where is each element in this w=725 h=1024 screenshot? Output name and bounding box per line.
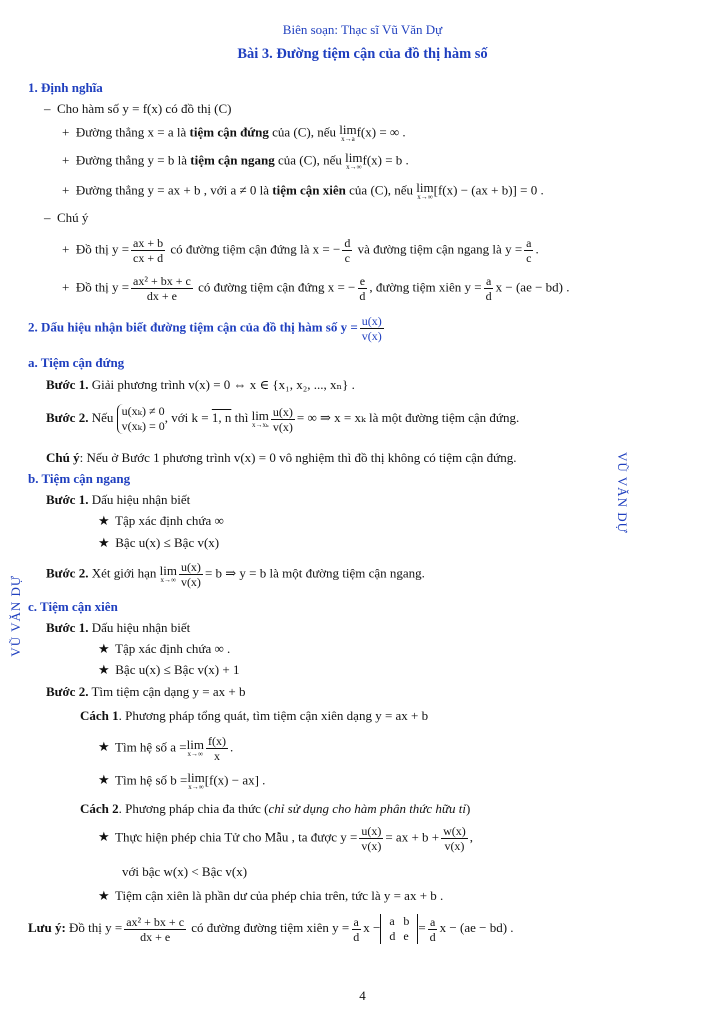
s1-def-horizontal: + Đường thẳng y = b là tiệm cận ngang của (C), nếu lim x→∞ f(x) = b .: [62, 150, 409, 171]
b-step-1: Bước 1. Dấu hiệu nhận biết: [46, 492, 191, 507]
a-note: Chú ý: Nếu ở Bước 1 phương trình v(x) = 0 vô nghiệm thì đồ thị không có tiệm cận đứng.: [46, 450, 517, 465]
method-2: Cách 2. Phương pháp chia đa thức (chỉ sử dụng cho hàm phân thức hữu tỉ): [80, 801, 471, 816]
page-title: Bài 3. Đường tiệm cận của đồ thị hàm số: [237, 46, 488, 62]
star-bullet-icon: ★: [98, 739, 110, 755]
s1-note: – Chú ý: [44, 210, 89, 225]
c-item-1: ★ Tập xác định chứa ∞ .: [98, 641, 231, 656]
c-step-1: Bước 1. Dấu hiệu nhận biết: [46, 620, 191, 635]
method-2-item-1: ★ Thực hiện phép chia Tử cho Mẫu , ta được y = $\frac{u(x)}{v(x)}$ = ax + b + $\frac{w(x)}{v(x)}$ ,: [98, 824, 474, 853]
method-1-item-1: ★ Tìm hệ số a = lim x→∞ $\frac{f(x)}{x}$ .: [98, 734, 234, 763]
sub-c-heading: c. Tiệm cận xiên: [28, 599, 118, 614]
method-2-item-2: ★ Tiệm cận xiên là phần dư của phép chia trên, tức là y = ax + b .: [98, 888, 444, 903]
a-step-1: Bước 1. Giải phương trình v(x) = 0 ⇔ x ∈ {x₁, x₂, ..., xₙ} .: [46, 377, 355, 392]
sub-b-heading: b. Tiệm cận ngang: [28, 471, 131, 486]
star-bullet-icon: ★: [98, 641, 110, 656]
s1-def-vertical: + Đường thẳng x = a là tiệm cận đứng của (C), nếu lim x→a f(x) = ∞ .: [62, 122, 406, 143]
b-step-2: Bước 2. Xét giới hạn lim x→∞ $\frac{u(x)}{v(x)}$ = b ⇒ y = b là một đường tiệm cận ngang.: [46, 560, 425, 589]
c-item-2: ★ Bậc u(x) ≤ Bậc v(x) + 1: [98, 662, 240, 677]
c-step-2: Bước 2. Tìm tiệm cận dạng y = ax + b: [46, 684, 246, 699]
star-bullet-icon: ★: [98, 888, 110, 903]
s1-def-oblique: + Đường thẳng y = ax + b , với a ≠ 0 là tiệm cận xiên của (C), nếu lim x→∞ [f(x) − (ax + b)] = 0 .: [62, 180, 544, 201]
method-2-degree: với bậc w(x) < Bậc v(x): [122, 864, 248, 879]
s1-note-1: + Đồ thị y = $\frac{ax + b}{cx + d}$ có đường tiệm cận đứng là x = − $\frac{d}{c}$ và đường tiệm cận ngang là y = $\frac{a}{c}$ .: [62, 236, 539, 265]
sub-a-heading: a. Tiệm cận đứng: [28, 355, 125, 370]
author-line: Biên soạn: Thạc sĩ Vũ Văn Dự: [282, 22, 443, 37]
star-bullet-icon: ★: [98, 513, 110, 528]
s1-intro: – Cho hàm số y = f(x) có đồ thị (C): [44, 101, 232, 116]
section-1-heading: 1. Định nghĩa: [28, 80, 103, 95]
method-1: Cách 1. Phương pháp tổng quát, tìm tiệm cận xiên dạng y = ax + b: [80, 708, 429, 723]
section-2-heading: 2. Dấu hiệu nhận biết đường tiệm cận của đồ thị hàm số y = $\frac{u(x)}{v(x)}$: [28, 314, 382, 343]
b-item-1: ★ Tập xác định chứa ∞: [98, 513, 224, 528]
method-1-item-2: ★ Tìm hệ số b = lim x→∞ [f(x) − ax] .: [98, 770, 266, 791]
a-step-2: Bước 2. Nếu u(xₖ) ≠ 0 v(xₖ) = 0 , với k = 1, n thì lim x→xₖ $\frac{u(x)}{v(x)}$ = ∞ ⇒ x = xₖ là một đường tiệm cận đứng.: [46, 404, 520, 434]
star-bullet-icon: ★: [98, 772, 110, 788]
remark: Lưu ý: Đồ thị y = $\frac{\text{ax² + bx + c}}{dx + e}$ có đường đường tiệm xiên y = $\frac{a}{d}$ x − a d b e = $\frac{a}{d}$ x − (ae − bd) .: [28, 914, 514, 944]
star-bullet-icon: ★: [98, 829, 110, 845]
watermark-right: VŨ VĂN DỰ: [615, 452, 630, 534]
watermark-left: VŨ VĂN DỰ: [8, 575, 23, 657]
s1-note-2: + Đồ thị y = $\frac{\text{ax² + bx + c}}{dx + e}$ có đường tiệm cận đứng x = − $\frac{e}{d}$ , đường tiệm xiên y = $\frac{a}{d}$ x − (ae − bd) .: [62, 274, 570, 303]
star-bullet-icon: ★: [98, 662, 110, 677]
star-bullet-icon: ★: [98, 535, 110, 550]
b-item-2: ★ Bậc u(x) ≤ Bậc v(x): [98, 535, 220, 550]
page-number: 4: [359, 988, 366, 1003]
